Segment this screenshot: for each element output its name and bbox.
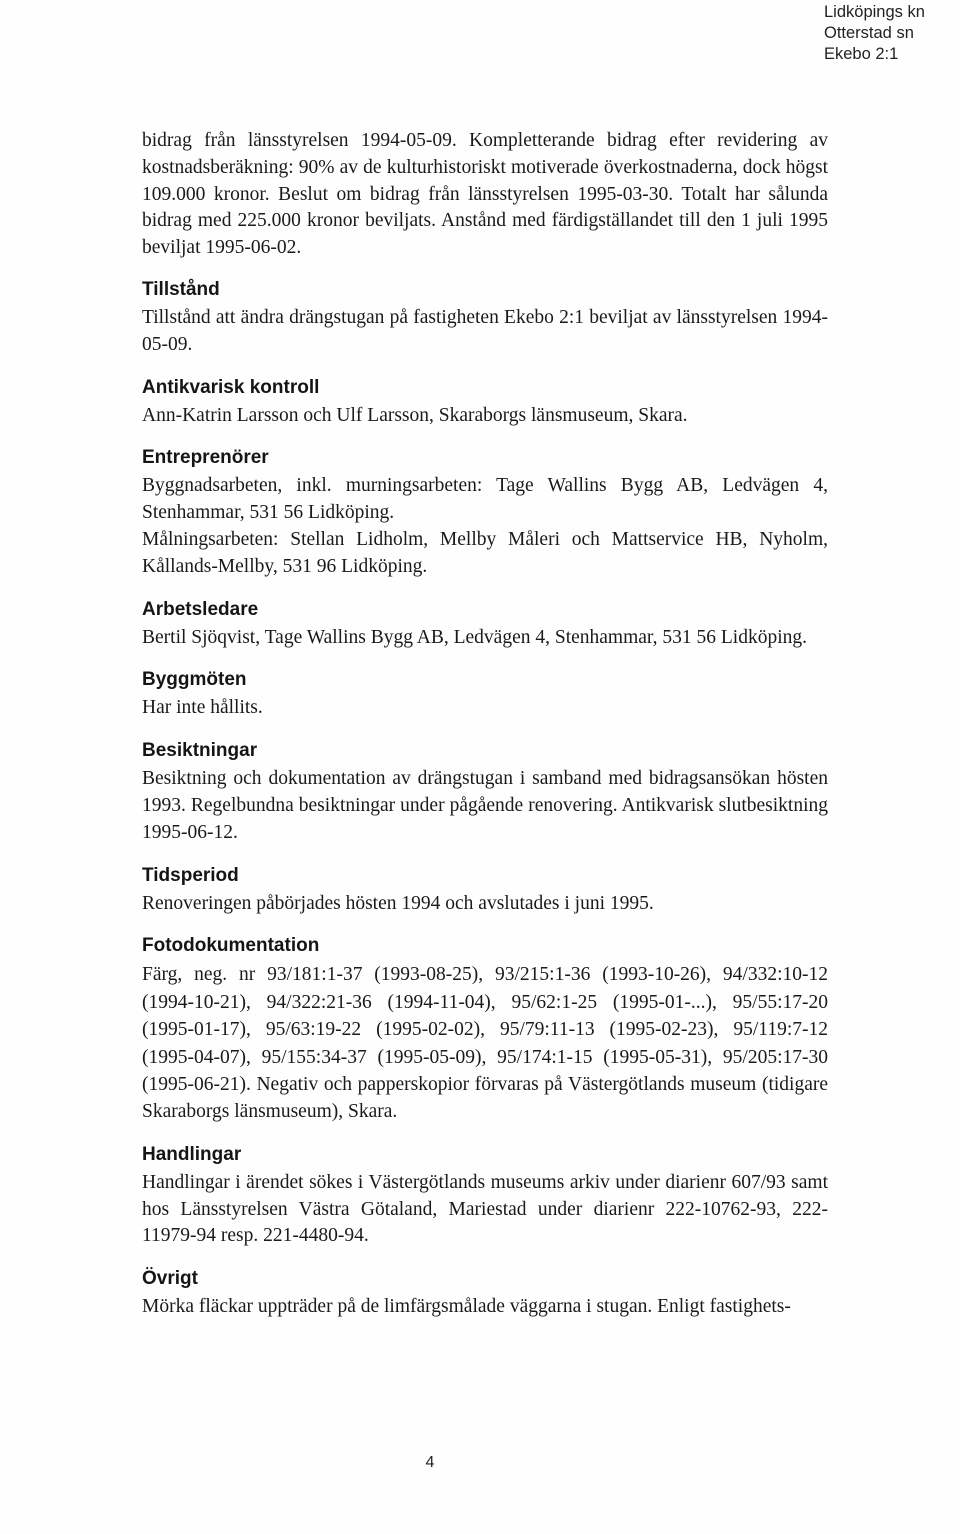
header-parish: Otterstad sn: [824, 24, 914, 42]
section-heading-ovrigt: Övrigt: [142, 1268, 198, 1290]
section-heading-tillstand: Tillstånd: [142, 278, 220, 300]
page-number: 4: [425, 1454, 435, 1471]
section-text-entreprenorer-bygg: Byggnadsarbeten, inkl. murningsarbeten: Tage Wallins Bygg AB, Ledvägen 4, Stenhammar, 531 56 Lidköping.: [142, 475, 828, 524]
section-heading-fotodokumentation: Fotodokumentation: [142, 935, 320, 957]
section-text-fotodokumentation: Färg, neg. nr 93/181:1-37 (1993-08-25), 93/215:1-36 (1993-10-26), 94/332:10-12 (1994-10-21), 94/322:21-36 (1994-11-04), 95/62:1-25 (1995-01-...), 95/55:17-20 (1995-01-17), 95/63:19-22 (1995-02-02), 95/79:11-13 (1995-02-23), 95/119:7-12 (1995-04-07), 95/155:34-37 (1995-05-09), 95/174:1-15 (1995-05-31), 95/205:17-30 (1995-06-21). Negativ och papperskopior förvaras på Västergötlands museum (tidigare Skaraborgs länsmuseum), Skara.: [142, 964, 828, 1123]
section-heading-arbetsledare: Arbetsledare: [142, 598, 259, 620]
section-heading-entreprenorer: Entreprenörer: [142, 447, 269, 469]
section-text-byggmoten: Har inte hållits.: [142, 697, 263, 719]
section-text-arbetsledare: Bertil Sjöqvist, Tage Wallins Bygg AB, Ledvägen 4, Stenhammar, 531 56 Lidköping.: [142, 626, 808, 648]
section-text-antikvarisk-kontroll: Ann-Katrin Larsson och Ulf Larsson, Skaraborgs länsmuseum, Skara.: [142, 404, 688, 426]
section-heading-handlingar: Handlingar: [142, 1143, 242, 1165]
header-municipality: Lidköpings kn: [824, 3, 925, 21]
section-heading-tidsperiod: Tidsperiod: [142, 864, 239, 886]
page-header: [824, 2, 954, 65]
section-text-tidsperiod: Renoveringen påbörjades hösten 1994 och avslutades i juni 1995.: [142, 892, 654, 914]
header-property: Ekebo 2:1: [824, 45, 899, 63]
intro-paragraph: bidrag från länsstyrelsen 1994-05-09. Kompletterande bidrag efter revidering av kostnadsberäkning: 90% av de kulturhistoriskt motiverade överkostnaderna, dock högst 109.000 kronor. Beslut om bidrag från länsstyrelsen 1995-03-30. Totalt har sålunda bidrag med 225.000 kronor beviljats. Anstånd med färdigställandet till den 1 juli 1995 beviljat 1995-06-02.: [142, 130, 828, 259]
section-heading-antikvarisk-kontroll: Antikvarisk kontroll: [142, 376, 320, 398]
section-text-entreprenorer-maleri: Målningsarbeten: Stellan Lidholm, Mellby Måleri och Mattservice HB, Nyholm, Kållands-Mellby, 531 96 Lidköping.: [142, 528, 828, 577]
section-text-tillstand: Tillstånd att ändra drängstugan på fastigheten Ekebo 2:1 beviljat av länsstyrelsen 1994-05-09.: [142, 306, 828, 355]
section-text-besiktningar: Besiktning och dokumentation av drängstugan i samband med bidragsansökan hösten 1993. Regelbundna besiktningar under pågående renovering. Antikvarisk slutbesiktning 1995-06-12.: [142, 768, 828, 843]
document-body: [142, 128, 828, 1321]
section-heading-besiktningar: Besiktningar: [142, 740, 258, 762]
section-heading-byggmoten: Byggmöten: [142, 669, 247, 691]
section-text-ovrigt: Mörka fläckar uppträder på de limfärgsmålade väggarna i stugan. Enligt fastighets-: [142, 1296, 791, 1318]
section-text-handlingar: Handlingar i ärendet sökes i Västergötlands museums arkiv under diarienr 607/93 samt hos Länsstyrelsen Västra Götaland, Mariestad under diarienr 222-10762-93, 222-11979-94 resp. 221-4480-94.: [142, 1171, 828, 1247]
